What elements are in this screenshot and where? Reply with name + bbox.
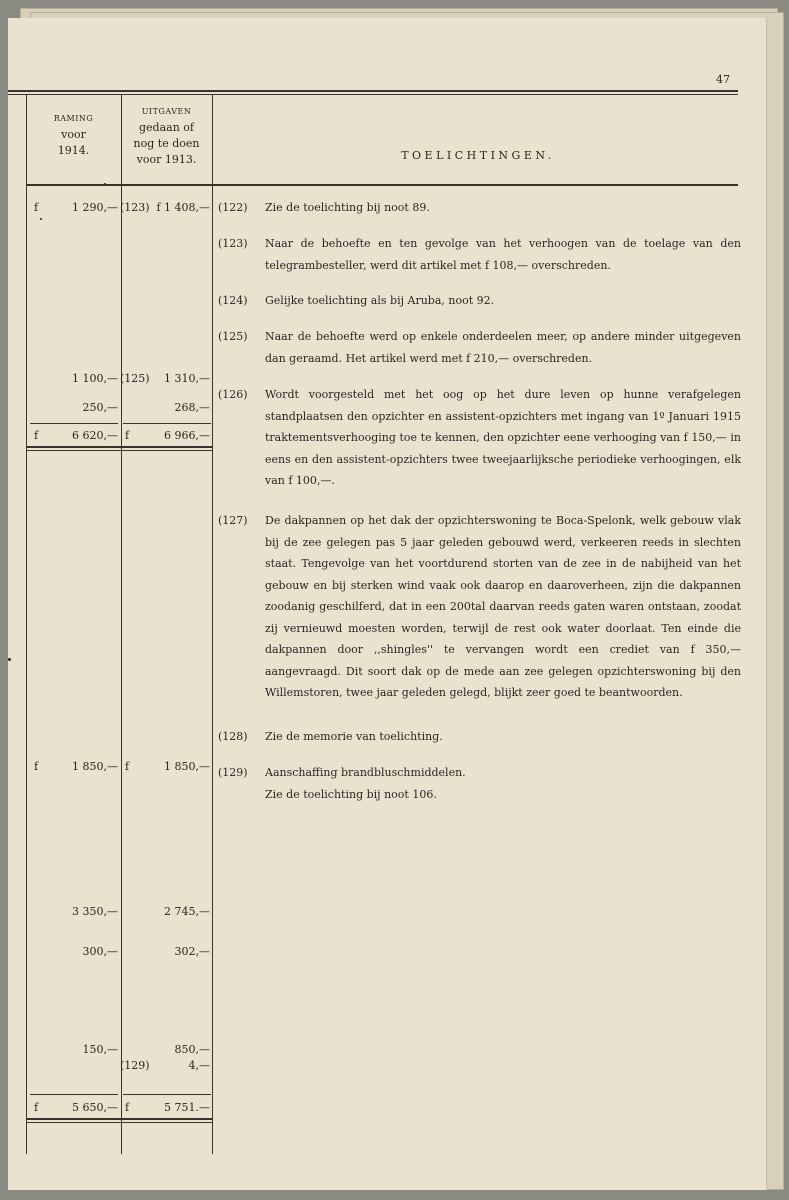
- note-text: Gelijke toelichting als bij Aruba, noot 92.: [265, 294, 495, 307]
- header-raming: [26, 111, 121, 159]
- bleed-through-text: [648, 168, 651, 179]
- ink-speck: [40, 218, 42, 220]
- header-uitgaven-line: voor 1913.: [136, 153, 197, 166]
- amount-prefix: f: [125, 1101, 130, 1114]
- amount-uitgaven: f 1 408,—: [156, 201, 210, 214]
- header-bottom-rule: [26, 184, 738, 186]
- amount-prefix: f: [34, 429, 39, 442]
- amount-raming: 300,—: [82, 945, 118, 958]
- note-125: [218, 326, 741, 369]
- note-122: [218, 197, 741, 219]
- note-text-continued: Zie de toelichting bij noot 106.: [265, 787, 437, 801]
- note-number: (128): [218, 730, 248, 743]
- total-rule-thin: [26, 450, 212, 451]
- amount-uitgaven: 6 966,—: [164, 429, 210, 442]
- amount-uitgaven: 1 850,—: [164, 760, 210, 773]
- note-number: (122): [218, 201, 248, 214]
- amount-uitgaven: 268,—: [174, 401, 210, 414]
- header-raming-line: voor: [61, 128, 86, 141]
- column-rule-left: [26, 94, 27, 1154]
- amount-raming: 1 100,—: [72, 372, 118, 385]
- amount-raming: 1 850,—: [72, 760, 118, 773]
- header-top-rule: [8, 90, 738, 92]
- amount-prefix: f: [34, 760, 39, 773]
- note-number: (129): [218, 766, 248, 779]
- note-123: [218, 233, 741, 276]
- subtotal-rule: [123, 423, 211, 424]
- amount-prefix: f: [34, 1101, 39, 1114]
- amount-raming: 1 290,—: [72, 201, 118, 214]
- amount-raming: 3 350,—: [72, 905, 118, 918]
- note-text: Naar de behoefte werd op enkele onderdeelen meer, op andere minder uitgegeven dan geraamd. Het artikel werd met f 210,— overschreden.: [265, 330, 741, 365]
- note-number: (126): [218, 388, 248, 401]
- header-uitgaven-line: gedaan of: [139, 121, 194, 134]
- total-rule: [26, 1118, 212, 1120]
- amount-uitgaven: 302,—: [174, 945, 210, 958]
- amount-prefix: f: [34, 201, 39, 214]
- amount-uitgaven: 2 745,—: [164, 905, 210, 918]
- amount-raming: 6 620,—: [72, 429, 118, 442]
- note-text: Zie de memorie van toelichting.: [265, 730, 443, 743]
- header-uitgaven: [121, 104, 212, 168]
- subtotal-rule: [123, 1094, 211, 1095]
- header-raming-caps: RAMING: [53, 114, 94, 123]
- amount-note-ref: (125): [120, 372, 150, 385]
- page-number: 47: [716, 73, 730, 86]
- total-rule: [26, 446, 212, 448]
- amount-raming: 250,—: [82, 401, 118, 414]
- amount-uitgaven: 1 310,—: [164, 372, 210, 385]
- amount-uitgaven: 4,—: [188, 1059, 210, 1072]
- note-number: (127): [218, 514, 248, 527]
- header-raming-line: 1914.: [57, 144, 90, 157]
- header-top-rule-thin: [8, 94, 738, 95]
- note-text: Wordt voorgesteld met het oog op het dure leven op hunne verafgelegen standplaatsen den opzichter en assistent-opzichters met ingang van 1º Januari 1915 traktementsverhooging toe te kennen, den opzichter eene verhooging van f 150,— in eens en den assistent-opzichters twee tweejaarlijksche periodieke verhoogingen, elk van f 100,—.: [265, 388, 741, 487]
- amount-prefix: f: [125, 429, 130, 442]
- subtotal-rule: [30, 423, 118, 424]
- amount-raming: 5 650,—: [72, 1101, 118, 1114]
- amount-raming: 150,—: [82, 1043, 118, 1056]
- note-number: (123): [218, 237, 248, 250]
- header-uitgaven-caps: UITGAVEN: [141, 107, 192, 116]
- ink-speck: [8, 658, 11, 661]
- note-text: De dakpannen op het dak der opzichterswoning te Boca-Spelonk, welk gebouw vlak bij de zee gelegen pas 5 jaar geleden gebouwd werd, verkeeren reeds in slechten staat. Tengevolge van het voortdurend storten van de zee in de nabijheid van het gebouw en bij sterken wind vaak ook daarop en daaroverheen, zijn die dakpannen zoodanig geschilferd, dat in een 200tal daarvan reeds gaten waren ontstaan, zoodat zij vernieuwd moesten worden, terwijl de rest ook water doorlaat. Ten einde die dakpannen door ,,shingles'' te vervangen wordt een crediet van f 350,— aangevraagd. Dit soort dak op de mede aan zee gelegen opzichterswoning bij den Willemstoren, twee jaar geleden gelegd, blijkt zeer goed te beantwoorden.: [265, 514, 741, 699]
- amount-note-ref: (129): [120, 1059, 150, 1072]
- note-126: [218, 384, 741, 492]
- note-124: [218, 290, 741, 312]
- subtotal-rule: [30, 1094, 118, 1095]
- header-uitgaven-line: nog te doen: [133, 137, 200, 150]
- column-rule-uitgaven: [212, 94, 213, 1154]
- note-text: Zie de toelichting bij noot 89.: [265, 201, 430, 214]
- ink-speck: [104, 183, 106, 185]
- document-page: [8, 18, 767, 1190]
- header-toelichtingen: TOELICHTINGEN.: [401, 149, 555, 162]
- note-128: [218, 726, 741, 748]
- amount-note-ref: (123): [120, 201, 150, 214]
- note-text: Naar de behoefte en ten gevolge van het verhoogen van de toelage van den telegrambesteller, werd dit artikel met f 108,— overschreden.: [265, 237, 741, 272]
- note-127: [218, 510, 741, 704]
- amount-uitgaven: 850,—: [174, 1043, 210, 1056]
- note-129: [218, 762, 741, 805]
- note-number: (125): [218, 330, 248, 343]
- amount-uitgaven: 5 751.—: [164, 1101, 210, 1114]
- total-rule-thin: [26, 1122, 212, 1123]
- amount-prefix: f: [125, 760, 130, 773]
- column-rule-raming: [121, 94, 122, 1154]
- note-text: Aanschaffing brandbluschmiddelen.: [265, 766, 466, 779]
- note-number: (124): [218, 294, 248, 307]
